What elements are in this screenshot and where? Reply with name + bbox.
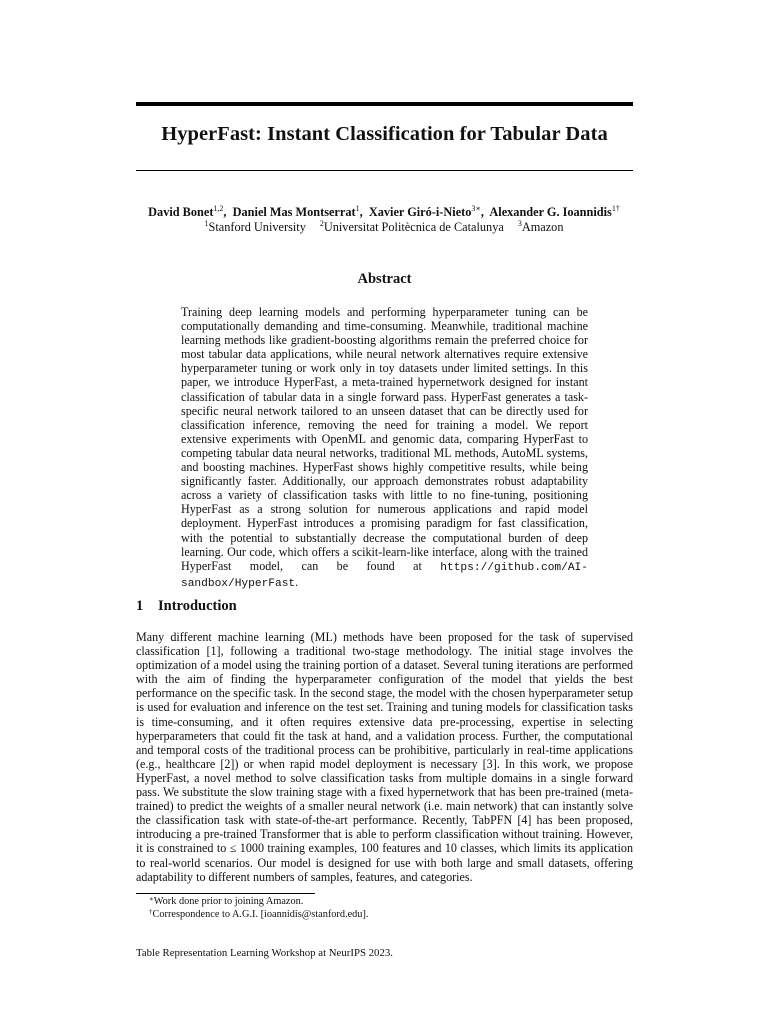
- author-name: Alexander G. Ioannidis: [489, 205, 612, 219]
- title-top-rule: [136, 102, 633, 106]
- section-heading: [136, 598, 237, 615]
- affiliation-name: Stanford University: [208, 220, 306, 234]
- introduction-body: [136, 630, 633, 884]
- author-affiliation-mark: 1,2: [213, 204, 224, 213]
- venue-footer: Table Representation Learning Workshop at NeurIPS 2023.: [136, 947, 393, 959]
- affiliation-mark: 2: [319, 219, 324, 228]
- footnotes: [136, 896, 633, 921]
- affiliation-mark: 3: [517, 219, 522, 228]
- footnote-rule: [136, 893, 315, 894]
- author-affiliation-mark: 3∗: [471, 204, 481, 213]
- intro-paragraph-part: ≤ 1000 training examples, 100 features and 10 classes, which limits its application to real-world scenarios. Our model is designed for use with both large and small datasets, offering adaptability to different numbers of samples, features, and categories.: [136, 841, 633, 884]
- code-repository-link[interactable]: https://github.com/AI-sandbox/HyperFast: [181, 561, 588, 590]
- footnote-text: Work done prior to joining Amazon.: [153, 896, 304, 907]
- title-bottom-rule: [136, 170, 633, 171]
- footnote-text: Correspondence to A.G.I. [ioannidis@stanford.edu].: [152, 908, 369, 920]
- author-name: Xavier Giró-i-Nieto: [368, 205, 472, 219]
- affiliation-name: Amazon: [521, 220, 564, 234]
- affiliation-mark: 1: [204, 219, 209, 228]
- author-name: Daniel Mas Montserrat: [232, 205, 356, 219]
- abstract-text: Training deep learning models and performing hyperparameter tuning can be computationally demanding and time-consuming. Meanwhile, traditional machine learning methods like gradient-boosting algorithms remain the preferred choice for most tabular data applications, while neural network alternatives require extensive hyperparameter tuning or work only in toy datasets under limited settings. In this paper, we introduce HyperFast, a meta-trained hypernetwork designed for instant classification of tabular data in a single forward pass. HyperFast generates a task-specific neural network tailored to an unseen dataset that can be directly used for classification inference, removing the need for training a model. We report extensive experiments with OpenML and genomic data, comparing HyperFast to competing tabular data neural networks, traditional ML methods, AutoML systems, and boosting machines. HyperFast shows highly competitive results, while being significantly faster. Additionally, our approach demonstrates robust adaptability across a variety of classification tasks with little to no fine-tuning, positioning HyperFast as a strong solution for numerous applications and rapid model deployment. HyperFast introduces a promising paradigm for fast classification, with the potential to substantially decrease the computational burden of deep learning. Our code, which offers a scikit-learn-like interface, along with the trained HyperFast model, can be found at: [181, 305, 588, 573]
- author-affiliation-mark: 1†: [611, 204, 620, 213]
- affiliation-name: Universitat Politècnica de Catalunya: [323, 220, 504, 234]
- author-name: David Bonet: [148, 205, 214, 219]
- footnote: [149, 896, 633, 909]
- intro-paragraph-part: Many different machine learning (ML) methods have been proposed for the task of supervised classification [1], following a traditional two-stage methodology. The initial stage involves the optimization of a model using the training portion of a dataset. Several tuning iterations are performed with the aim of finding the hyperparameter configuration of the model that yields the best performance on the specific task. In the second stage, the model with the chosen hyperparameter setup is used for evaluation and inference on the test set. Training and tuning models for classification tasks is time-consuming, and it often requires extensive data pre-processing, expertise in selecting hyperparameters that could fit the task at hand, and a validation process. Further, the computational and temporal costs of the traditional process can be prohibitive, particularly in real-time applications (e.g., healthcare [2]) or when rapid model deployment is necessary [3]. In this work, we propose HyperFast, a novel method to solve classification tasks from multiple domains in a single forward pass. We substitute the slow training stage with a fixed hypernetwork that has been pre-trained (meta-trained) to predict the weights of a smaller neural network (i.e. main network) that can instantly solve the classification task with state-of-the-art performance. Recently, TabPFN [4] has been proposed, introducing a pre-trained Transformer that is able to perform classification without training. However, it is constrained to: [136, 630, 633, 856]
- section-title: Introduction: [158, 598, 237, 614]
- section-number: 1: [136, 598, 144, 614]
- abstract-body: [181, 305, 588, 591]
- footnote: [149, 909, 633, 922]
- affiliation-list: [100, 220, 668, 235]
- author-list: David Bonet$^{1,2}$, Daniel Mas Montserrat$^1$, Xavier Giró-i-Nieto$^{3∗}$, Alexander G. Ioannidis$^{1\dagger}$: [148, 204, 620, 219]
- footnote-mark: ∗: [149, 895, 154, 903]
- footnote-mark: †: [149, 907, 153, 916]
- author-affiliation-mark: 1: [355, 204, 360, 213]
- abstract-end: .: [295, 574, 299, 589]
- paper-title: HyperFast: Instant Classification for Tabular Data: [161, 123, 608, 145]
- author-block: [100, 205, 668, 235]
- abstract-heading: Abstract: [357, 271, 412, 287]
